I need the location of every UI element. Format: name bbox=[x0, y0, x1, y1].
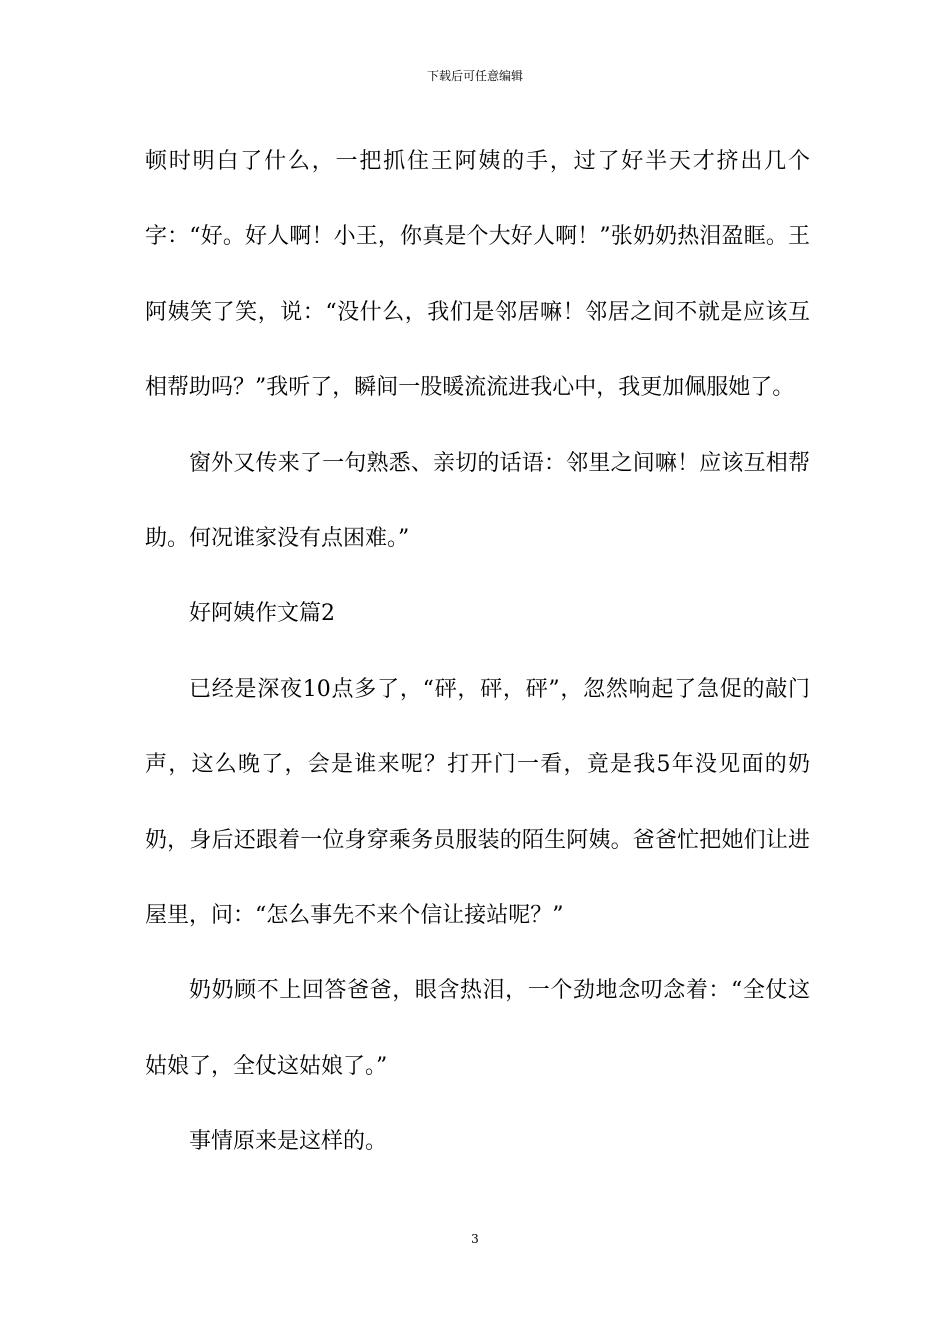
paragraph: 窗外又传来了一句熟悉、亲切的话语：邻里之间嘛！应该互相帮助。何况谁家没有点困难。” bbox=[145, 450, 810, 552]
page-header: 下载后可任意编辑 bbox=[426, 69, 523, 83]
paragraph: 事情原来是这样的。 bbox=[189, 1129, 388, 1155]
document-body bbox=[145, 124, 810, 1180]
paragraph: 顿时明白了什么，一把抓住王阿姨的手，过了好半天才挤出几个字：“好。好人啊！小王，你真是个大好人啊！”张奶奶热泪盈眶。王阿姨笑了笑，说：“没什么，我们是邻居嘛！邻居之间不就是应该互相帮助吗？”我听了，瞬间一股暖流流进我心中，我更加佩服她了。 bbox=[145, 149, 810, 401]
paragraph: 已经是深夜10点多了，“砰，砰，砰”，忽然响起了急促的敲门声，这么晚了，会是谁来呢？打开门一看，竟是我5年没见面的奶奶，身后还跟着一位身穿乘务员服装的陌生阿姨。爸爸忙把她们让进屋里，问：“怎么事先不来个信让接站呢？” bbox=[145, 676, 810, 929]
page-number: 3 bbox=[471, 1232, 479, 1246]
paragraph: 奶奶顾不上回答爸爸，眼含热泪，一个劲地念叨念着：“全仗这姑娘了，全仗这姑娘了。” bbox=[145, 978, 810, 1079]
section-heading: 好阿姨作文篇2 bbox=[189, 601, 335, 627]
